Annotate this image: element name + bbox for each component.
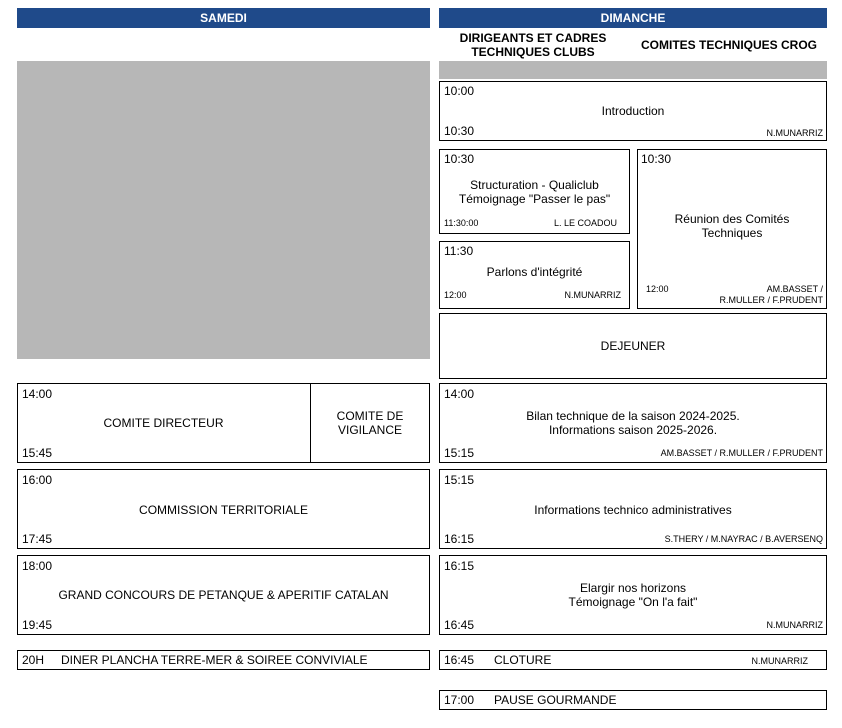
- session-diner: [17, 650, 430, 670]
- session-start-time: 10:00: [444, 84, 475, 98]
- session-time: 17:00: [444, 693, 475, 707]
- session-title: Elargir nos horizons Témoignage "On l'a fait": [568, 581, 698, 609]
- session-end-time: 15:15: [444, 446, 475, 460]
- session-end-time: 11:30:00: [444, 218, 479, 228]
- session-end-time: 19:45: [22, 618, 53, 632]
- session-start-time: 15:15: [444, 473, 475, 487]
- session-speaker: N.MUNARRIZ: [766, 128, 823, 138]
- session-title: DINER PLANCHA TERRE-MER & SOIREE CONVIVIALE: [61, 653, 368, 667]
- sunday-blocked-bar: [439, 61, 827, 79]
- session-end-time: 15:45: [22, 446, 53, 460]
- column-comites-header: COMITES TECHNIQUES CROG: [640, 38, 817, 52]
- session-title: DEJEUNER: [600, 339, 666, 353]
- session-title: COMITE DIRECTEUR: [103, 416, 224, 430]
- session-start-time: 16:15: [444, 559, 475, 573]
- session-start-time: 14:00: [444, 387, 475, 401]
- session-structuration: [439, 149, 630, 234]
- session-introduction: [439, 81, 827, 141]
- session-start-time: 14:00: [22, 387, 53, 401]
- session-title: Réunion des Comités Techniques: [674, 212, 790, 240]
- session-start-time: 10:30: [641, 152, 672, 166]
- session-bilan-technique: [439, 383, 827, 463]
- session-title: GRAND CONCOURS DE PETANQUE & APERITIF CATALAN: [58, 588, 389, 602]
- session-informations-technico: [439, 469, 827, 549]
- session-speaker: L. LE COADOU: [553, 218, 617, 228]
- session-title: CLOTURE: [494, 653, 552, 667]
- session-pause-gourmande: [439, 690, 827, 710]
- session-speaker: N.MUNARRIZ: [564, 290, 621, 300]
- session-reunion-comites: [637, 149, 827, 309]
- session-title: Structuration - Qualiclub Témoignage "Passer le pas": [458, 178, 611, 206]
- session-comite-directeur: [17, 383, 430, 463]
- session-integrite: [439, 241, 630, 309]
- session-start-time: 10:30: [444, 152, 475, 166]
- session-commission-territoriale: [17, 469, 430, 549]
- session-start-time: 16:00: [22, 473, 53, 487]
- comite-vigilance-label: COMITE DE VIGILANCE: [336, 409, 404, 437]
- saturday-header: SAMEDI: [17, 8, 430, 28]
- session-start-time: 11:30: [444, 244, 474, 258]
- session-speaker: S.THERY / M.NAYRAC / B.AVERSENQ: [664, 534, 823, 544]
- session-speaker: AM.BASSET / R.MULLER / F.PRUDENT: [719, 284, 823, 305]
- session-end-time: 12:00: [444, 290, 467, 300]
- session-speaker: N.MUNARRIZ: [751, 656, 808, 666]
- session-cloture: [439, 650, 827, 670]
- session-end-time: 12:00: [646, 284, 669, 294]
- session-speaker: AM.BASSET / R.MULLER / F.PRUDENT: [660, 448, 823, 458]
- column-dirigeants-header: DIRIGEANTS ET CADRES TECHNIQUES CLUBS: [459, 31, 607, 59]
- session-end-time: 16:15: [444, 532, 475, 546]
- session-title: Informations technico administratives: [534, 503, 732, 517]
- session-end-time: 17:45: [22, 532, 53, 546]
- sunday-header: DIMANCHE: [439, 8, 827, 28]
- session-title: Introduction: [601, 104, 665, 118]
- session-time: 16:45: [444, 653, 475, 667]
- session-end-time: 16:45: [444, 618, 475, 632]
- session-grand-concours: [17, 555, 430, 635]
- saturday-morning-blocked: [17, 61, 430, 359]
- session-speaker: N.MUNARRIZ: [766, 620, 823, 630]
- session-title: Bilan technique de la saison 2024-2025. Informations saison 2025-2026.: [526, 409, 740, 437]
- session-title: PAUSE GOURMANDE: [494, 693, 617, 707]
- session-time: 20H: [22, 653, 45, 667]
- session-start-time: 18:00: [22, 559, 53, 573]
- session-dejeuner: [439, 313, 827, 379]
- session-elargir-horizons: [439, 555, 827, 635]
- session-title: Parlons d'intégrité: [486, 265, 583, 279]
- session-end-time: 10:30: [444, 124, 475, 138]
- session-title: COMMISSION TERRITORIALE: [139, 503, 308, 517]
